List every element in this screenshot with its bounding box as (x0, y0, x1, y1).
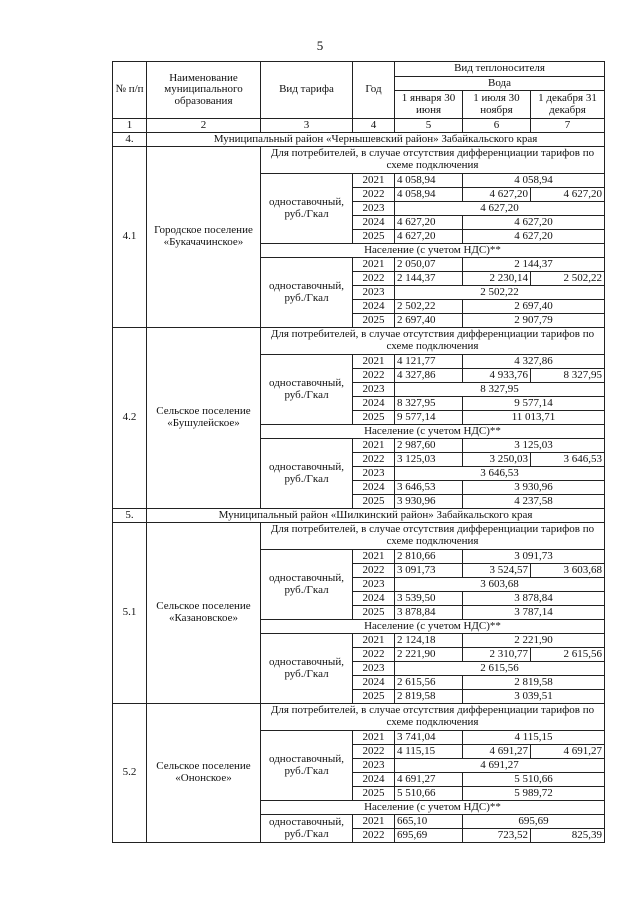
col-number: 4 (353, 119, 395, 133)
value-cell: 2 310,77 (463, 648, 531, 662)
entity-num: 4.2 (113, 328, 147, 509)
value-cell: 8 327,95 (395, 383, 605, 397)
value-cell: 2 144,37 (463, 258, 605, 272)
value-cell: 2 697,40 (463, 300, 605, 314)
value-cell: 4 058,94 (395, 188, 463, 202)
year-cell: 2022 (353, 453, 395, 467)
value-cell: 3 039,51 (463, 690, 605, 704)
group-label: Для потребителей, в случае отсутствия дифференциации тарифов по схеме подключения (261, 523, 605, 550)
year-cell: 2024 (353, 676, 395, 690)
value-cell: 2 221,90 (395, 648, 463, 662)
value-cell: 3 603,68 (531, 564, 605, 578)
year-cell: 2021 (353, 439, 395, 453)
year-cell: 2024 (353, 300, 395, 314)
group-label: Население (с учетом НДС)** (261, 801, 605, 815)
tariff-table (112, 61, 605, 843)
tariff-type: одноставочный, руб./Гкал (261, 815, 353, 843)
year-cell: 2021 (353, 815, 395, 829)
value-cell: 5 510,66 (395, 787, 463, 801)
value-cell: 11 013,71 (463, 411, 605, 425)
value-cell: 665,10 (395, 815, 463, 829)
header-period-2: 1 июля 30 ноября (463, 91, 531, 119)
value-cell: 2 502,22 (531, 272, 605, 286)
section-title: Муниципальный район «Чернышевский район» Забайкальского края (147, 133, 605, 147)
header-period-1: 1 января 30 июня (395, 91, 463, 119)
group-label: Для потребителей, в случае отсутствия дифференциации тарифов по схеме подключения (261, 704, 605, 731)
value-cell: 3 646,53 (531, 453, 605, 467)
value-cell: 3 125,03 (395, 453, 463, 467)
section-row (113, 133, 605, 147)
col-number: 2 (147, 119, 261, 133)
value-cell: 4 627,20 (531, 188, 605, 202)
value-cell: 3 930,96 (395, 495, 463, 509)
group-label-row (113, 147, 605, 174)
year-cell: 2023 (353, 383, 395, 397)
year-cell: 2023 (353, 467, 395, 481)
value-cell: 9 577,14 (463, 397, 605, 411)
value-cell: 4 691,27 (395, 759, 605, 773)
group-label: Для потребителей, в случае отсутствия дифференциации тарифов по схеме подключения (261, 328, 605, 355)
section-num: 5. (113, 509, 147, 523)
value-cell: 4 627,20 (463, 216, 605, 230)
value-cell: 5 989,72 (463, 787, 605, 801)
header-tariff: Вид тарифа (261, 62, 353, 119)
header-water: Вода (395, 77, 605, 91)
entity-num: 5.2 (113, 704, 147, 843)
value-cell: 3 250,03 (463, 453, 531, 467)
year-cell: 2025 (353, 230, 395, 244)
value-cell: 5 510,66 (463, 773, 605, 787)
group-label: Население (с учетом НДС)** (261, 425, 605, 439)
page-number: 5 (316, 38, 324, 53)
value-cell: 2 697,40 (395, 314, 463, 328)
value-cell: 3 125,03 (463, 439, 605, 453)
value-cell: 4 121,77 (395, 355, 463, 369)
header-period-3: 1 декабря 31 декабря (531, 91, 605, 119)
value-cell: 2 230,14 (463, 272, 531, 286)
value-cell: 8 327,95 (395, 397, 463, 411)
year-cell: 2022 (353, 188, 395, 202)
year-cell: 2021 (353, 174, 395, 188)
value-cell: 3 646,53 (395, 481, 463, 495)
year-cell: 2023 (353, 759, 395, 773)
value-cell: 4 627,20 (463, 188, 531, 202)
value-cell: 9 577,14 (395, 411, 463, 425)
group-label-row (113, 328, 605, 355)
entity-name: Сельское поселение «Казановское» (147, 523, 261, 704)
value-cell: 2 907,79 (463, 314, 605, 328)
value-cell: 4 115,15 (395, 745, 463, 759)
value-cell: 4 691,27 (463, 745, 531, 759)
value-cell: 3 539,50 (395, 592, 463, 606)
value-cell: 2 819,58 (395, 690, 463, 704)
value-cell: 2 502,22 (395, 300, 463, 314)
entity-name: Сельское поселение «Ононское» (147, 704, 261, 843)
value-cell: 2 144,37 (395, 272, 463, 286)
tariff-type: одноставочный, руб./Гкал (261, 174, 353, 244)
tariff-type: одноставочный, руб./Гкал (261, 355, 353, 425)
tariff-type: одноставочный, руб./Гкал (261, 634, 353, 704)
year-cell: 2024 (353, 592, 395, 606)
value-cell: 4 327,86 (463, 355, 605, 369)
value-cell: 4 691,27 (395, 773, 463, 787)
year-cell: 2025 (353, 495, 395, 509)
col-number: 7 (531, 119, 605, 133)
col-number: 5 (395, 119, 463, 133)
year-cell: 2021 (353, 258, 395, 272)
header-num: № п/п (113, 62, 147, 119)
value-cell: 4 115,15 (463, 731, 605, 745)
value-cell: 3 091,73 (395, 564, 463, 578)
year-cell: 2022 (353, 745, 395, 759)
value-cell: 3 646,53 (395, 467, 605, 481)
value-cell: 4 627,20 (463, 230, 605, 244)
group-label-row (113, 704, 605, 731)
year-cell: 2022 (353, 272, 395, 286)
value-cell: 825,39 (531, 829, 605, 843)
value-cell: 3 603,68 (395, 578, 605, 592)
value-cell: 3 930,96 (463, 481, 605, 495)
year-cell: 2024 (353, 481, 395, 495)
value-cell: 2 124,18 (395, 634, 463, 648)
year-cell: 2021 (353, 355, 395, 369)
value-cell: 2 050,07 (395, 258, 463, 272)
year-cell: 2022 (353, 564, 395, 578)
value-cell: 2 221,90 (463, 634, 605, 648)
tariff-type: одноставочный, руб./Гкал (261, 439, 353, 509)
year-cell: 2025 (353, 606, 395, 620)
value-cell: 4 691,27 (531, 745, 605, 759)
col-number: 6 (463, 119, 531, 133)
year-cell: 2024 (353, 216, 395, 230)
value-cell: 8 327,95 (531, 369, 605, 383)
year-cell: 2025 (353, 411, 395, 425)
group-label: Население (с учетом НДС)** (261, 620, 605, 634)
value-cell: 4 327,86 (395, 369, 463, 383)
section-row (113, 509, 605, 523)
value-cell: 723,52 (463, 829, 531, 843)
group-label-row (113, 523, 605, 550)
value-cell: 3 741,04 (395, 731, 463, 745)
section-num: 4. (113, 133, 147, 147)
year-cell: 2023 (353, 286, 395, 300)
value-cell: 2 987,60 (395, 439, 463, 453)
value-cell: 695,69 (395, 829, 463, 843)
value-cell: 4 058,94 (395, 174, 463, 188)
value-cell: 3 091,73 (463, 550, 605, 564)
group-label: Для потребителей, в случае отсутствия дифференциации тарифов по схеме подключения (261, 147, 605, 174)
year-cell: 2023 (353, 662, 395, 676)
value-cell: 4 058,94 (463, 174, 605, 188)
tariff-type: одноставочный, руб./Гкал (261, 550, 353, 620)
value-cell: 2 615,56 (395, 662, 605, 676)
value-cell: 4 933,76 (463, 369, 531, 383)
col-number: 3 (261, 119, 353, 133)
entity-name: Городское поселение «Букачачинское» (147, 147, 261, 328)
year-cell: 2021 (353, 634, 395, 648)
value-cell: 2 615,56 (395, 676, 463, 690)
year-cell: 2022 (353, 648, 395, 662)
value-cell: 3 524,57 (463, 564, 531, 578)
header-year: Год (353, 62, 395, 119)
entity-num: 5.1 (113, 523, 147, 704)
value-cell: 4 627,20 (395, 216, 463, 230)
value-cell: 4 237,58 (463, 495, 605, 509)
year-cell: 2025 (353, 787, 395, 801)
year-cell: 2021 (353, 550, 395, 564)
year-cell: 2022 (353, 829, 395, 843)
year-cell: 2023 (353, 202, 395, 216)
entity-num: 4.1 (113, 147, 147, 328)
year-cell: 2023 (353, 578, 395, 592)
value-cell: 2 615,56 (531, 648, 605, 662)
header-coolant: Вид теплоносителя (395, 62, 605, 77)
year-cell: 2022 (353, 369, 395, 383)
section-title: Муниципальный район «Шилкинский район» Забайкальского края (147, 509, 605, 523)
value-cell: 695,69 (463, 815, 605, 829)
value-cell: 3 878,84 (395, 606, 463, 620)
value-cell: 2 810,66 (395, 550, 463, 564)
year-cell: 2024 (353, 773, 395, 787)
col-number: 1 (113, 119, 147, 133)
tariff-type: одноставочный, руб./Гкал (261, 731, 353, 801)
value-cell: 3 787,14 (463, 606, 605, 620)
value-cell: 2 819,58 (463, 676, 605, 690)
group-label: Население (с учетом НДС)** (261, 244, 605, 258)
entity-name: Сельское поселение «Бушулейское» (147, 328, 261, 509)
header-name: Наименование муниципального образования (147, 62, 261, 119)
value-cell: 2 502,22 (395, 286, 605, 300)
year-cell: 2021 (353, 731, 395, 745)
value-cell: 3 878,84 (463, 592, 605, 606)
value-cell: 4 627,20 (395, 230, 463, 244)
year-cell: 2025 (353, 690, 395, 704)
tariff-type: одноставочный, руб./Гкал (261, 258, 353, 328)
value-cell: 4 627,20 (395, 202, 605, 216)
year-cell: 2025 (353, 314, 395, 328)
year-cell: 2024 (353, 397, 395, 411)
